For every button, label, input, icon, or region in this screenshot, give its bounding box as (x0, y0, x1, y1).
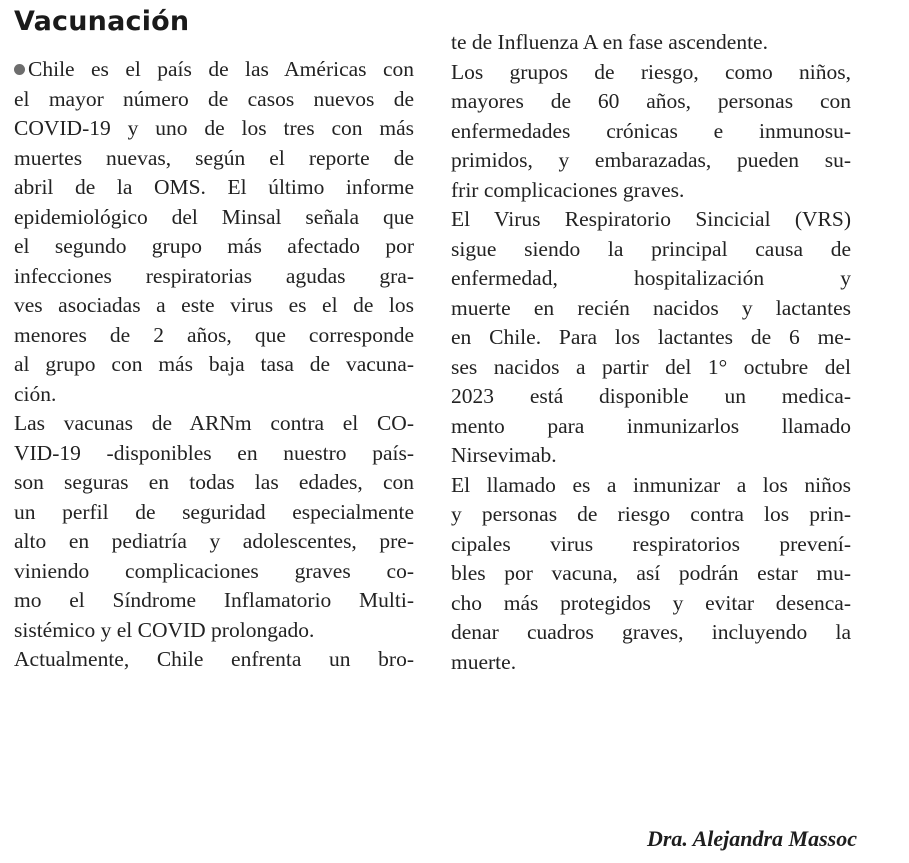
text-line: en Chile. Para los lactantes de 6 me- (451, 325, 851, 349)
text-line: muerte en recién nacidos y lactantes (451, 295, 851, 320)
text-line: Actualmente, Chile enfrenta un bro- (14, 647, 414, 671)
text-line: cho más protegidos y evitar desenca- (451, 590, 851, 615)
text-line: son seguras en todas las edades, con (14, 470, 414, 494)
bullet-icon (14, 64, 25, 75)
text-line: abril de la OMS. El último informe (14, 175, 414, 199)
text-line: denar cuadros graves, incluyendo la (451, 620, 851, 644)
text-line: te de Influenza A en fase ascendente. (451, 30, 768, 54)
text-line: al grupo con más baja tasa de vacuna- (14, 352, 414, 376)
text-line: Los grupos de riesgo, como niños, (451, 59, 851, 84)
text-line: bles por vacuna, así podrán estar mu- (451, 561, 851, 585)
text-line: enfermedad, hospitalización y (451, 266, 851, 290)
text-line: Chile es el país de las Américas con (14, 55, 414, 85)
text-line: alto en pediatría y adolescentes, pre- (14, 529, 414, 553)
text-line: VID-19 -disponibles en nuestro país- (14, 440, 414, 465)
text-line: viniendo complicaciones graves co- (14, 558, 414, 583)
text-line: 2023 está disponible un medica- (451, 384, 851, 408)
text-line: frir complicaciones graves. (451, 177, 685, 202)
text-line: COVID-19 y uno de los tres con más (14, 116, 414, 140)
text-line: ses nacidos a partir del 1° octubre del (451, 354, 851, 379)
text-line: muertes nuevas, según el reporte de (14, 145, 414, 170)
text-line: y personas de riesgo contra los prin- (451, 502, 851, 526)
text-line: el mayor número de casos nuevos de (14, 86, 414, 111)
text-line: ves asociadas a este virus es el de los (14, 293, 414, 317)
text-line: enfermedades crónicas e inmunosu- (451, 118, 851, 143)
text-line: menores de 2 años, que corresponde (14, 322, 414, 347)
text-line: Nirsevimab. (451, 443, 557, 467)
text-line: muerte. (451, 649, 517, 674)
text-line: El llamado es a inmunizar a los niños (451, 472, 851, 497)
text-line: infecciones respiratorias agudas gra- (14, 263, 414, 288)
right-column (451, 28, 851, 677)
text-line: epidemiológico del Minsal señala que (14, 204, 414, 229)
text-line: el segundo grupo más afectado por (14, 234, 414, 258)
text-line: Las vacunas de ARNm contra el CO- (14, 411, 414, 435)
text-line: cipales virus respiratorios prevení- (451, 531, 851, 556)
text-line: ción. (14, 381, 57, 406)
left-column (14, 55, 414, 675)
text-line: sigue siendo la principal causa de (451, 236, 851, 261)
text-line: mento para inmunizarlos llamado (451, 413, 851, 438)
author-signature: Dra. Alejandra Massoc (646, 826, 857, 851)
text-line: un perfil de seguridad especialmente (14, 499, 414, 524)
text-line: mo el Síndrome Inflamatorio Multi- (14, 588, 414, 612)
text-line: El Virus Respiratorio Sincicial (VRS) (451, 207, 851, 231)
article-heading: Vacunación (14, 6, 190, 37)
text-line: mayores de 60 años, personas con (451, 89, 851, 113)
text-line: primidos, y embarazadas, pueden su- (451, 148, 851, 172)
text-line: sistémico y el COVID prolongado. (14, 617, 315, 642)
